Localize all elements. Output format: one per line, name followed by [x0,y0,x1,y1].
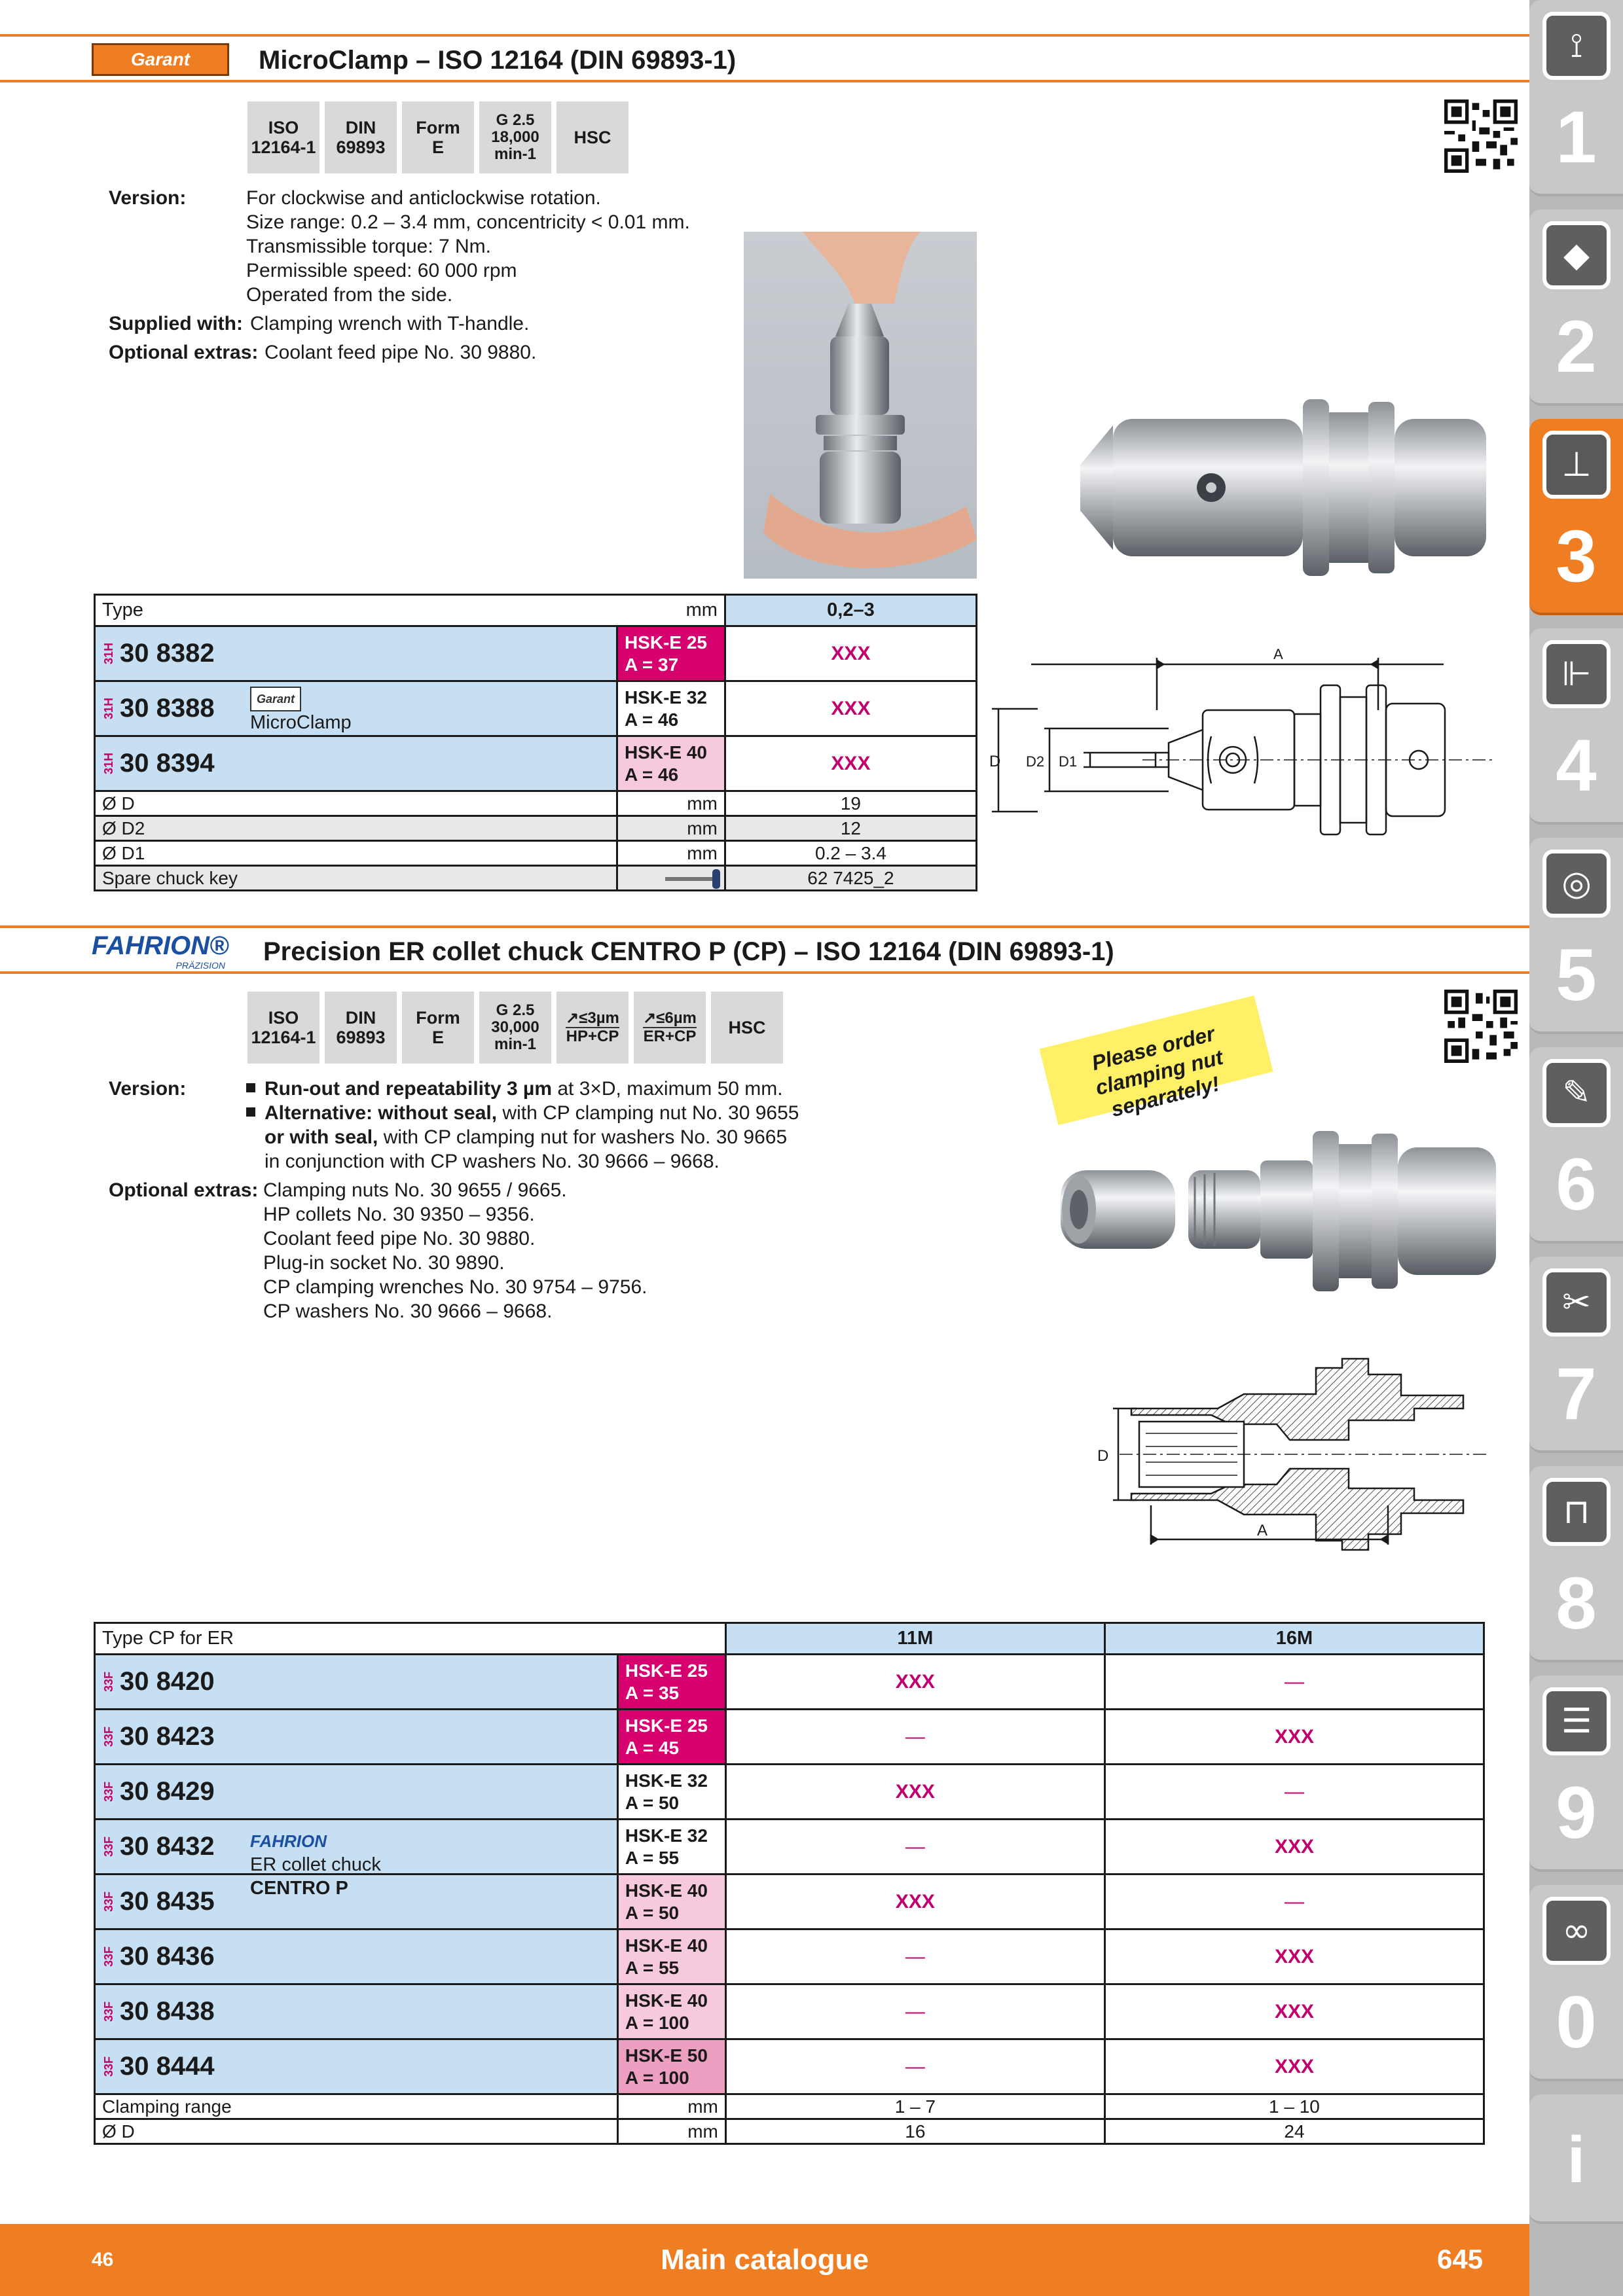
svg-text:D: D [1097,1447,1109,1465]
fahrion-small-logo: FAHRION [250,1831,327,1851]
spanner-icon: ✎ [1542,1059,1611,1127]
price-cell: XXX [1104,1984,1484,2039]
insert-icon: ◆ [1542,221,1611,289]
price-cell: XXX [725,626,976,681]
footer-title: Main catalogue [661,2244,869,2276]
collet-chuck-product-photo [1054,1124,1499,1298]
tab-info[interactable] [1529,2094,1623,2224]
article-number[interactable]: 30 8444 [120,2052,215,2081]
svg-text:D2: D2 [1026,753,1045,770]
product-description: FAHRION ER collet chuck CENTRO P [250,1831,381,1899]
price-cell: XXX [1104,1710,1484,1765]
price-cell: XXX [1104,1929,1484,1984]
badge-hsc: HSC [711,992,783,1064]
price-cell: XXX [1104,1820,1484,1874]
svg-text:D: D [989,753,1001,770]
pliers-icon: ✂ [1542,1268,1611,1336]
section2-header [0,925,1529,974]
property-row: Clamping range mm 1 – 7 1 – 10 [95,2094,1484,2119]
tab-8[interactable]: ⊓ 8 [1529,1466,1623,1662]
badge-din: DIN 69893 [325,992,397,1064]
info-icon: i [1567,2123,1586,2197]
price-cell: — [1104,1874,1484,1929]
section2-description: Version: Run-out and repeatability 3 µm at 3×D, maximum 50 mm. Alternative: without seal, with CP clamping nut No. 30 9655 or with seal, with CP clamping nut for washers No. 30 9665 in conjunction with CP washers No. 30 9666 – 9668. Optional extras: Clamping nuts No. 30 9655 / 9665. HP collets No. 30 9350 – 9356. Coolant feed pipe No. 30 9880. Plug-in socket No. 30 9890. CP clamping wrenches No. 30 9754 – 9756. CP washers No. 30 9666 – 9668. [109,1078,799,1322]
price-cell: XXX [725,1655,1104,1710]
microclamp-technical-drawing [989,645,1496,867]
col-header-16m: 16M [1104,1623,1484,1655]
tool-cabinet-icon: ☰ [1542,1687,1611,1755]
article-number[interactable]: 30 8394 [120,749,215,778]
article-number[interactable]: 30 8435 [120,1887,215,1916]
tab-5[interactable]: ◎ 5 [1529,838,1623,1034]
table-row[interactable]: 31H 30 8382 HSK-E 25 A = 37 XXX [95,626,977,681]
qr-code-icon[interactable] [1444,99,1518,173]
section1-title: MicroClamp – ISO 12164 (DIN 69893-1) [259,46,737,75]
toolholder-icon: ⊥ [1542,431,1611,499]
page-footer [0,2224,1529,2296]
tab-2[interactable]: ◆ 2 [1529,209,1623,406]
table-row[interactable]: 31H 30 8394 HSK-E 40 A = 46 XXX [95,736,977,791]
collet-chuck-technical-drawing [1093,1348,1486,1558]
badge-iso: ISO 12164-1 [247,101,319,173]
price-cell: — [725,1710,1104,1765]
tab-0[interactable]: ∞ 0 [1529,1885,1623,2081]
property-row: Ø D1 mm 0.2 – 3.4 [95,841,977,866]
section2-badges [247,992,783,1064]
article-number[interactable]: 30 8420 [120,1667,215,1696]
drill-icon: ⟟ [1542,12,1611,80]
price-cell: — [725,1929,1104,1984]
collet-chuck-table [94,1622,1485,2145]
chapter-tab-strip [1529,0,1623,2296]
garant-small-logo: Garant [250,687,301,711]
price-cell: XXX [725,736,976,791]
microclamp-product-photo [1061,386,1486,589]
tab-3[interactable]: ⊥ 3 [1529,419,1623,615]
svg-text:A: A [1273,646,1283,662]
tab-9[interactable]: ☰ 9 [1529,1676,1623,1872]
price-cell: XXX [1104,2039,1484,2094]
badge-balance: G 2.5 18,000 min-1 [479,101,551,173]
badge-din: DIN 69893 [325,101,397,173]
article-number[interactable]: 30 8432 [120,1832,215,1861]
safety-goggles-icon: ∞ [1542,1897,1611,1965]
badge-runout-er: ↗≤6µm ER+CP [634,992,706,1064]
article-number[interactable]: 30 8429 [120,1777,215,1806]
microclamp-hand-photo [744,232,977,579]
price-cell: — [1104,1765,1484,1820]
svg-text:D1: D1 [1059,753,1078,770]
badge-form: Form E [402,992,474,1064]
article-number[interactable]: 30 8438 [120,1997,215,2026]
table-row[interactable]: 33F 30 8444 HSK-E 50 A = 100 — XXX [95,2039,1484,2094]
property-row: Ø D mm 19 [95,791,977,816]
tab-1[interactable]: ⟟ 1 [1529,0,1623,196]
badge-iso: ISO 12164-1 [247,992,319,1064]
section1-badges [247,101,629,173]
price-cell: — [725,2039,1104,2094]
tab-4[interactable]: ⊩ 4 [1529,628,1623,825]
badge-balance: G 2.5 30,000 min-1 [479,992,551,1064]
price-cell: — [725,1820,1104,1874]
caliper-icon: ⊩ [1542,640,1611,708]
table-row[interactable]: 31H 30 8388 Garant MicroClamp HSK-E 32 A = 46 XXX [95,681,977,736]
order-nut-callout: Please order clamping nut separately! [1040,996,1273,1125]
badge-runout-hp: ↗≤3µm HP+CP [556,992,629,1064]
badge-form: Form E [402,101,474,173]
svg-text:A: A [1257,1522,1268,1539]
article-number[interactable]: 30 8388 [120,694,215,723]
price-cell: — [1104,1655,1484,1710]
microclamp-table [94,594,977,891]
type-label: Type CP for ER [95,1623,726,1655]
price-cell: XXX [725,1765,1104,1820]
price-cell: XXX [725,1874,1104,1929]
unit-label: mm [685,600,718,620]
type-label: Type [102,600,143,620]
table-row[interactable]: 33F 30 8438 HSK-E 40 A = 100 — XXX [95,1984,1484,2039]
price-cell: XXX [725,681,976,736]
workbench-icon: ⊓ [1542,1478,1611,1546]
tab-7[interactable]: ✂ 7 [1529,1257,1623,1453]
page-number: 645 [1437,2244,1484,2274]
section2-title: Precision ER collet chuck CENTRO P (CP) – ISO 12164 (DIN 69893-1) [263,937,1114,966]
property-row: Ø D2 mm 12 [95,816,977,841]
fahrion-logo: FAHRION® PRÄZISION [92,931,229,971]
table-row[interactable]: 33F 30 8420 HSK-E 25 A = 35 XXX — [95,1655,1484,1710]
article-number[interactable]: 30 8436 [120,1942,215,1971]
table-row[interactable]: 33F 30 8432 FAHRION ER collet chuck CENTRO P HSK-E 32 A = 55 — XXX [95,1820,1484,1874]
grinding-disc-icon: ◎ [1542,850,1611,918]
table-row[interactable]: 33F 30 8436 HSK-E 40 A = 55 — XXX [95,1929,1484,1984]
chuck-key-icon [665,877,718,881]
garant-logo: Garant [92,43,229,76]
product-description: Garant MicroClamp [250,686,352,734]
price-cell: — [725,1984,1104,2039]
col-header-11m: 11M [725,1623,1104,1655]
section1-header [0,34,1529,82]
table-row[interactable]: 33F 30 8423 HSK-E 25 A = 45 — XXX [95,1710,1484,1765]
footer-section-number: 46 [92,2249,114,2270]
table-row[interactable]: 33F 30 8435 HSK-E 40 A = 50 XXX — [95,1874,1484,1929]
qr-code-icon[interactable] [1444,990,1518,1063]
article-number[interactable]: 30 8423 [120,1722,215,1751]
table-row[interactable]: 33F 30 8429 HSK-E 32 A = 50 XXX — [95,1765,1484,1820]
property-row: Ø D mm 16 24 [95,2119,1484,2144]
badge-hsc: HSC [556,101,629,173]
section1-description: Version: For clockwise and anticlockwise rotation. Size range: 0.2 – 3.4 mm, concentricity < 0.01 mm. Transmissible torque: 7 Nm. Permissible speed: 60 000 rpm Operated from the side. Supplied with: Clamping wrench with T-handle. Optional extras: Coolant feed pipe No. 30 9880. [109,187,690,363]
tab-6[interactable]: ✎ 6 [1529,1047,1623,1244]
col-header-size: 0,2–3 [725,595,976,626]
property-row: Spare chuck key 62 7425_2 [95,866,977,891]
article-number[interactable]: 30 8382 [120,639,215,668]
